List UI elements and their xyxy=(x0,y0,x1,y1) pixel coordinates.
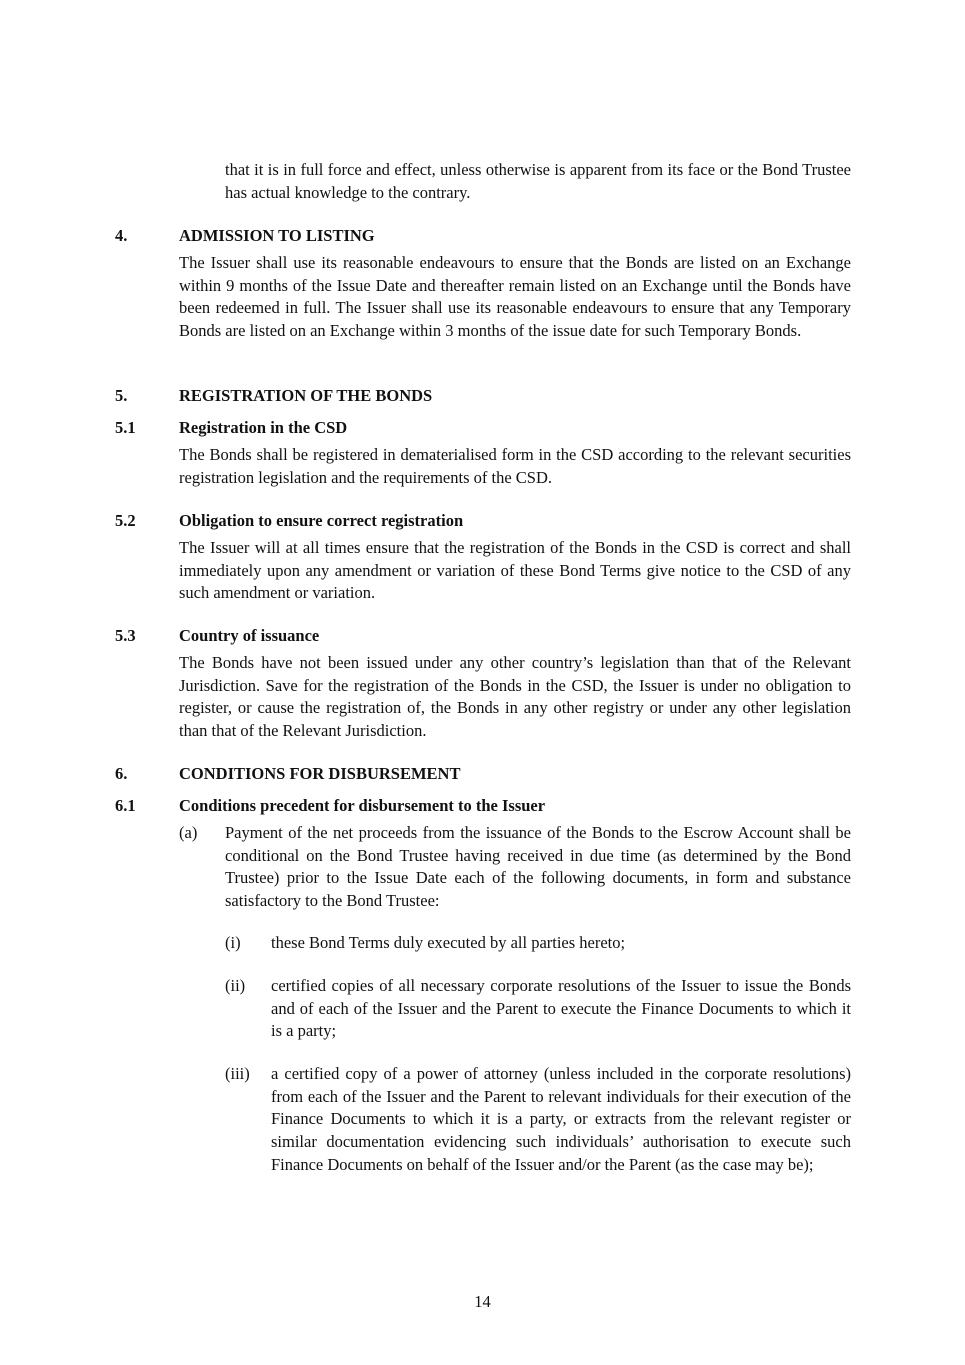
section-5-1-title: Registration in the CSD xyxy=(179,418,348,437)
item-i-text: these Bond Terms duly executed by all parties hereto; xyxy=(271,933,626,952)
section-4-text: The Issuer shall use its reasonable endeavours to ensure that the Bonds are listed on an Exchange within 9 months of the Issue Date and thereafter remain listed on an Exchange until the Bonds have been redeemed in full. The Issuer shall use its reasonable endeavours to ensure that any Temporary Bonds are listed on an Exchange within 3 months of the issue date for such Temporary Bonds. xyxy=(179,253,851,341)
item-iii-text: a certified copy of a power of attorney (unless included in the corporate resolutions) from each of the Issuer and the Parent to relevant individuals for their execution of the Finance Documents to which it is a party, or extracts from the relevant register or similar documentation evidencing such individuals’ authorisation to execute such Finance Documents on behalf of the Issuer and/or the Parent (as the case may be); xyxy=(271,1064,851,1174)
section-6-1-title: Conditions precedent for disbursement to the Issuer xyxy=(179,796,546,815)
section-4-number: 4. xyxy=(115,226,128,245)
section-5-2-text: The Issuer will at all times ensure that the registration of the Bonds in the CSD is correct and shall immediately upon any amendment or variation of these Bond Terms give notice to the CSD of any such amendment or variation. xyxy=(179,538,851,603)
item-ii-label: (ii) xyxy=(225,976,246,995)
section-5-3-text: The Bonds have not been issued under any other country’s legislation than that of the Relevant Jurisdiction. Save for the registration of the Bonds in the CSD, the Issuer is under no obligation to register, or cause the registration of, the Bonds in any other registry or under any other legislation than that of the Relevant Jurisdiction. xyxy=(179,653,851,741)
intro-paragraph: that it is in full force and effect, unless otherwise is apparent from its face or the Bond Trustee has actual knowledge to the contrary. xyxy=(225,160,851,202)
section-5-1-number: 5.1 xyxy=(115,418,136,437)
section-5-1-text: The Bonds shall be registered in dematerialised form in the CSD according to the relevant securities registration legislation and the requirements of the CSD. xyxy=(179,445,851,487)
section-6-1-number: 6.1 xyxy=(115,796,136,815)
item-iii-label: (iii) xyxy=(225,1064,250,1083)
section-5-3-number: 5.3 xyxy=(115,626,136,645)
section-5-3-title: Country of issuance xyxy=(179,626,320,645)
section-5-title: REGISTRATION OF THE BONDS xyxy=(179,386,433,405)
item-ii-text: certified copies of all necessary corporate resolutions of the Issuer to issue the Bonds and of each of the Issuer and the Parent to execute the Finance Documents to which it is a party; xyxy=(271,976,851,1041)
section-5-2-title: Obligation to ensure correct registration xyxy=(179,511,464,530)
item-i-label: (i) xyxy=(225,933,241,952)
section-4-title: ADMISSION TO LISTING xyxy=(179,226,375,245)
clause-a-label: (a) xyxy=(179,823,198,842)
section-5-2-number: 5.2 xyxy=(115,511,136,530)
section-5-number: 5. xyxy=(115,386,128,405)
clause-a-text: Payment of the net proceeds from the issuance of the Bonds to the Escrow Account shall be conditional on the Bond Trustee having received in due time (as determined by the Bond Trustee) prior to the Issue Date each of the following documents, in form and substance satisfactory to the Bond Trustee: xyxy=(225,823,851,911)
section-6-title: CONDITIONS FOR DISBURSEMENT xyxy=(179,764,461,783)
page-number: 14 xyxy=(474,1292,491,1311)
section-6-number: 6. xyxy=(115,764,128,783)
